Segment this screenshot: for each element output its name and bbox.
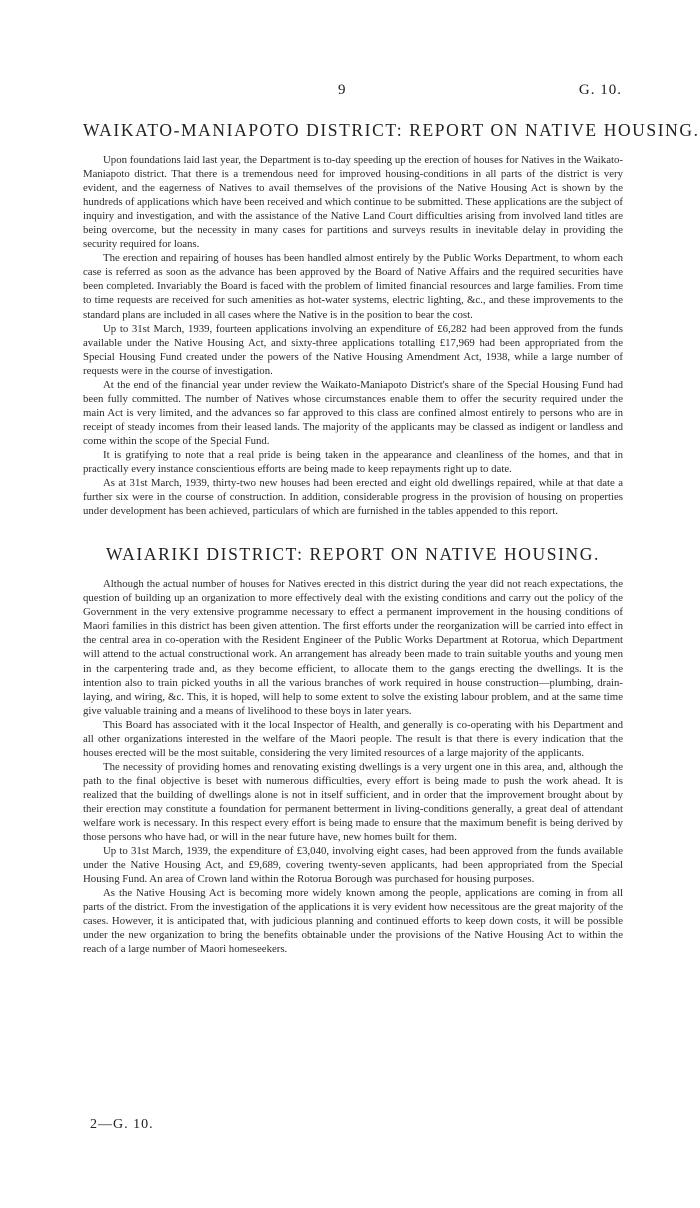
- paragraph: As at 31st March, 1939, thirty-two new houses had been erected and eight old dwellings repaired, while at that date a further six were in the course of construction. In addition, considerable progress in the provision of housing on properties under development has been achieved, particulars of which are furnished in the tables appended to this report.: [83, 477, 623, 518]
- paragraph: Up to 31st March, 1939, the expenditure of £3,040, involving eight cases, had been approved from the funds available under the Native Housing Act, and £9,689, covering twenty-seven applicants, had been appropriated from the Special Housing Fund. An area of Crown land within the Rotorua Borough was purchased for housing purposes.: [83, 845, 623, 886]
- section-title-waiariki: WAIARIKI DISTRICT: REPORT ON NATIVE HOUSING.: [106, 544, 600, 565]
- paragraph: The erection and repairing of houses has been handled almost entirely by the Public Works Department, to whom each case is referred as soon as the advance has been approved by the Board of Native Affairs and the required securities have been completed. Invariably the Board is faced with the problem of limited financial resources and large families. From time to time requests are received for such amenities as hot-water systems, electric lighting, &c., and these improvements to the standard plans are included in all cases where the Native is in the position to bear the cost.: [83, 252, 623, 321]
- paragraph: Upon foundations laid last year, the Department is to-day speeding up the erection of houses for Natives in the Waikato-Maniapoto district. That there is a tremendous need for improved housing-conditions in all parts of the district is very evident, and the eagerness of Natives to avail themselves of the provisions of the Native Housing Act is shown by the hundreds of applications which have been received and which continue to be submitted. These applications are the subject of inquiry and investigation, and with the assistance of the Native Land Court difficulties arising from involved land titles are being overcome, but the necessity in many cases for partitions and surveys results in inevitable delay in providing the security required for loans.: [83, 154, 623, 251]
- section-body-waiariki: [83, 577, 623, 956]
- paragraph: It is gratifying to note that a real pride is being taken in the appearance and cleanliness of the homes, and that in practically every instance conscientious efforts are being made to keep repayments right up to date.: [83, 448, 623, 476]
- paragraph: As the Native Housing Act is becoming more widely known among the people, applications are coming in from all parts of the district. From the investigation of the applications it is very evident how necessitous are the great majority of the cases. However, it is anticipated that, with judicious planning and continued efforts to keep down costs, it will be possible under the new organization to bring the benefits obtainable under the provisions of the Native Housing Act to within the reach of a large number of Maori homeseekers.: [83, 887, 623, 956]
- paragraph: Up to 31st March, 1939, fourteen applications involving an expenditure of £6,282 had been approved from the funds available under the Native Housing Act, and sixty-three applications totalling £17,969 had been appropriated from the Special Housing Fund created under the powers of the Native Housing Amendment Act, 1938, while a large number of requests were in the course of investigation.: [83, 322, 623, 377]
- page-header: [0, 82, 700, 104]
- document-reference: G. 10.: [578, 82, 622, 98]
- page-number: 9: [338, 82, 346, 98]
- paragraph: Although the actual number of houses for Natives erected in this district during the year did not reach expectations, the question of building up an organization to more effectively deal with the existing conditions and carry out the policy of the Government in the very extensive programme necessary to effect a permanent improvement in the housing conditions of Maori families in this district has been given attention. The first efforts under the reorganization will be carried into effect in the central area in co-operation with the Resident Engineer of the Public Works Department at Rotorua, which Department will attend to the actual constructional work. An arrangement has already been made to train suitable youths and young men in the carpentering trade and, as they become efficient, to allocate them to the gangs erecting the dwellings. It is the intention also to train picked youths in all the various branches of work required in house construction—plumbing, drain-laying, and wiring, &c. This, it is hoped, will help to some extent to solve the existing labour problem, and at the same time give valuable training and a means of livelihood to these boys in later years.: [83, 578, 623, 717]
- paragraph: At the end of the financial year under review the Waikato-Maniapoto District's share of the Special Housing Fund had been fully committed. The number of Natives whose circumstances enable them to offer the security required under the main Act is very limited, and the advances so far approved to this class are confined almost entirely to persons who are in receipt of steady incomes from their leased lands. The majority of the applicants may be classed as indigent or landless and come within the scope of the Special Fund.: [83, 378, 623, 447]
- section-body-waikato-maniapoto: [83, 153, 623, 518]
- paragraph: This Board has associated with it the local Inspector of Health, and generally is co-operating with his Department and all other organizations interested in the welfare of the Maori people. The result is that there is every indication that the houses erected will be the most suitable, considering the very limited resources of a large majority of the applicants.: [83, 718, 623, 759]
- paragraph: The necessity of providing homes and renovating existing dwellings is a very urgent one in this area, and, although the path to the final objective is beset with numerous difficulties, every effort is being made to push the work ahead. It is realized that the building of dwellings alone is not in itself sufficient, and in order that the improvement brought about by their erection may constitute a foundation for permanent betterment in living-conditions generally, a great deal of attendant welfare work is necessary. In this respect every effort is being made to ensure that the maximum benefit is being derived by those persons who have had, or will in the near future have, new homes built for them.: [83, 760, 623, 844]
- section-title-waikato-maniapoto: WAIKATO-MANIAPOTO DISTRICT: REPORT ON NATIVE HOUSING.: [83, 120, 700, 140]
- printer-signature: 2—G. 10.: [90, 1117, 154, 1132]
- page-body: [83, 120, 700, 956]
